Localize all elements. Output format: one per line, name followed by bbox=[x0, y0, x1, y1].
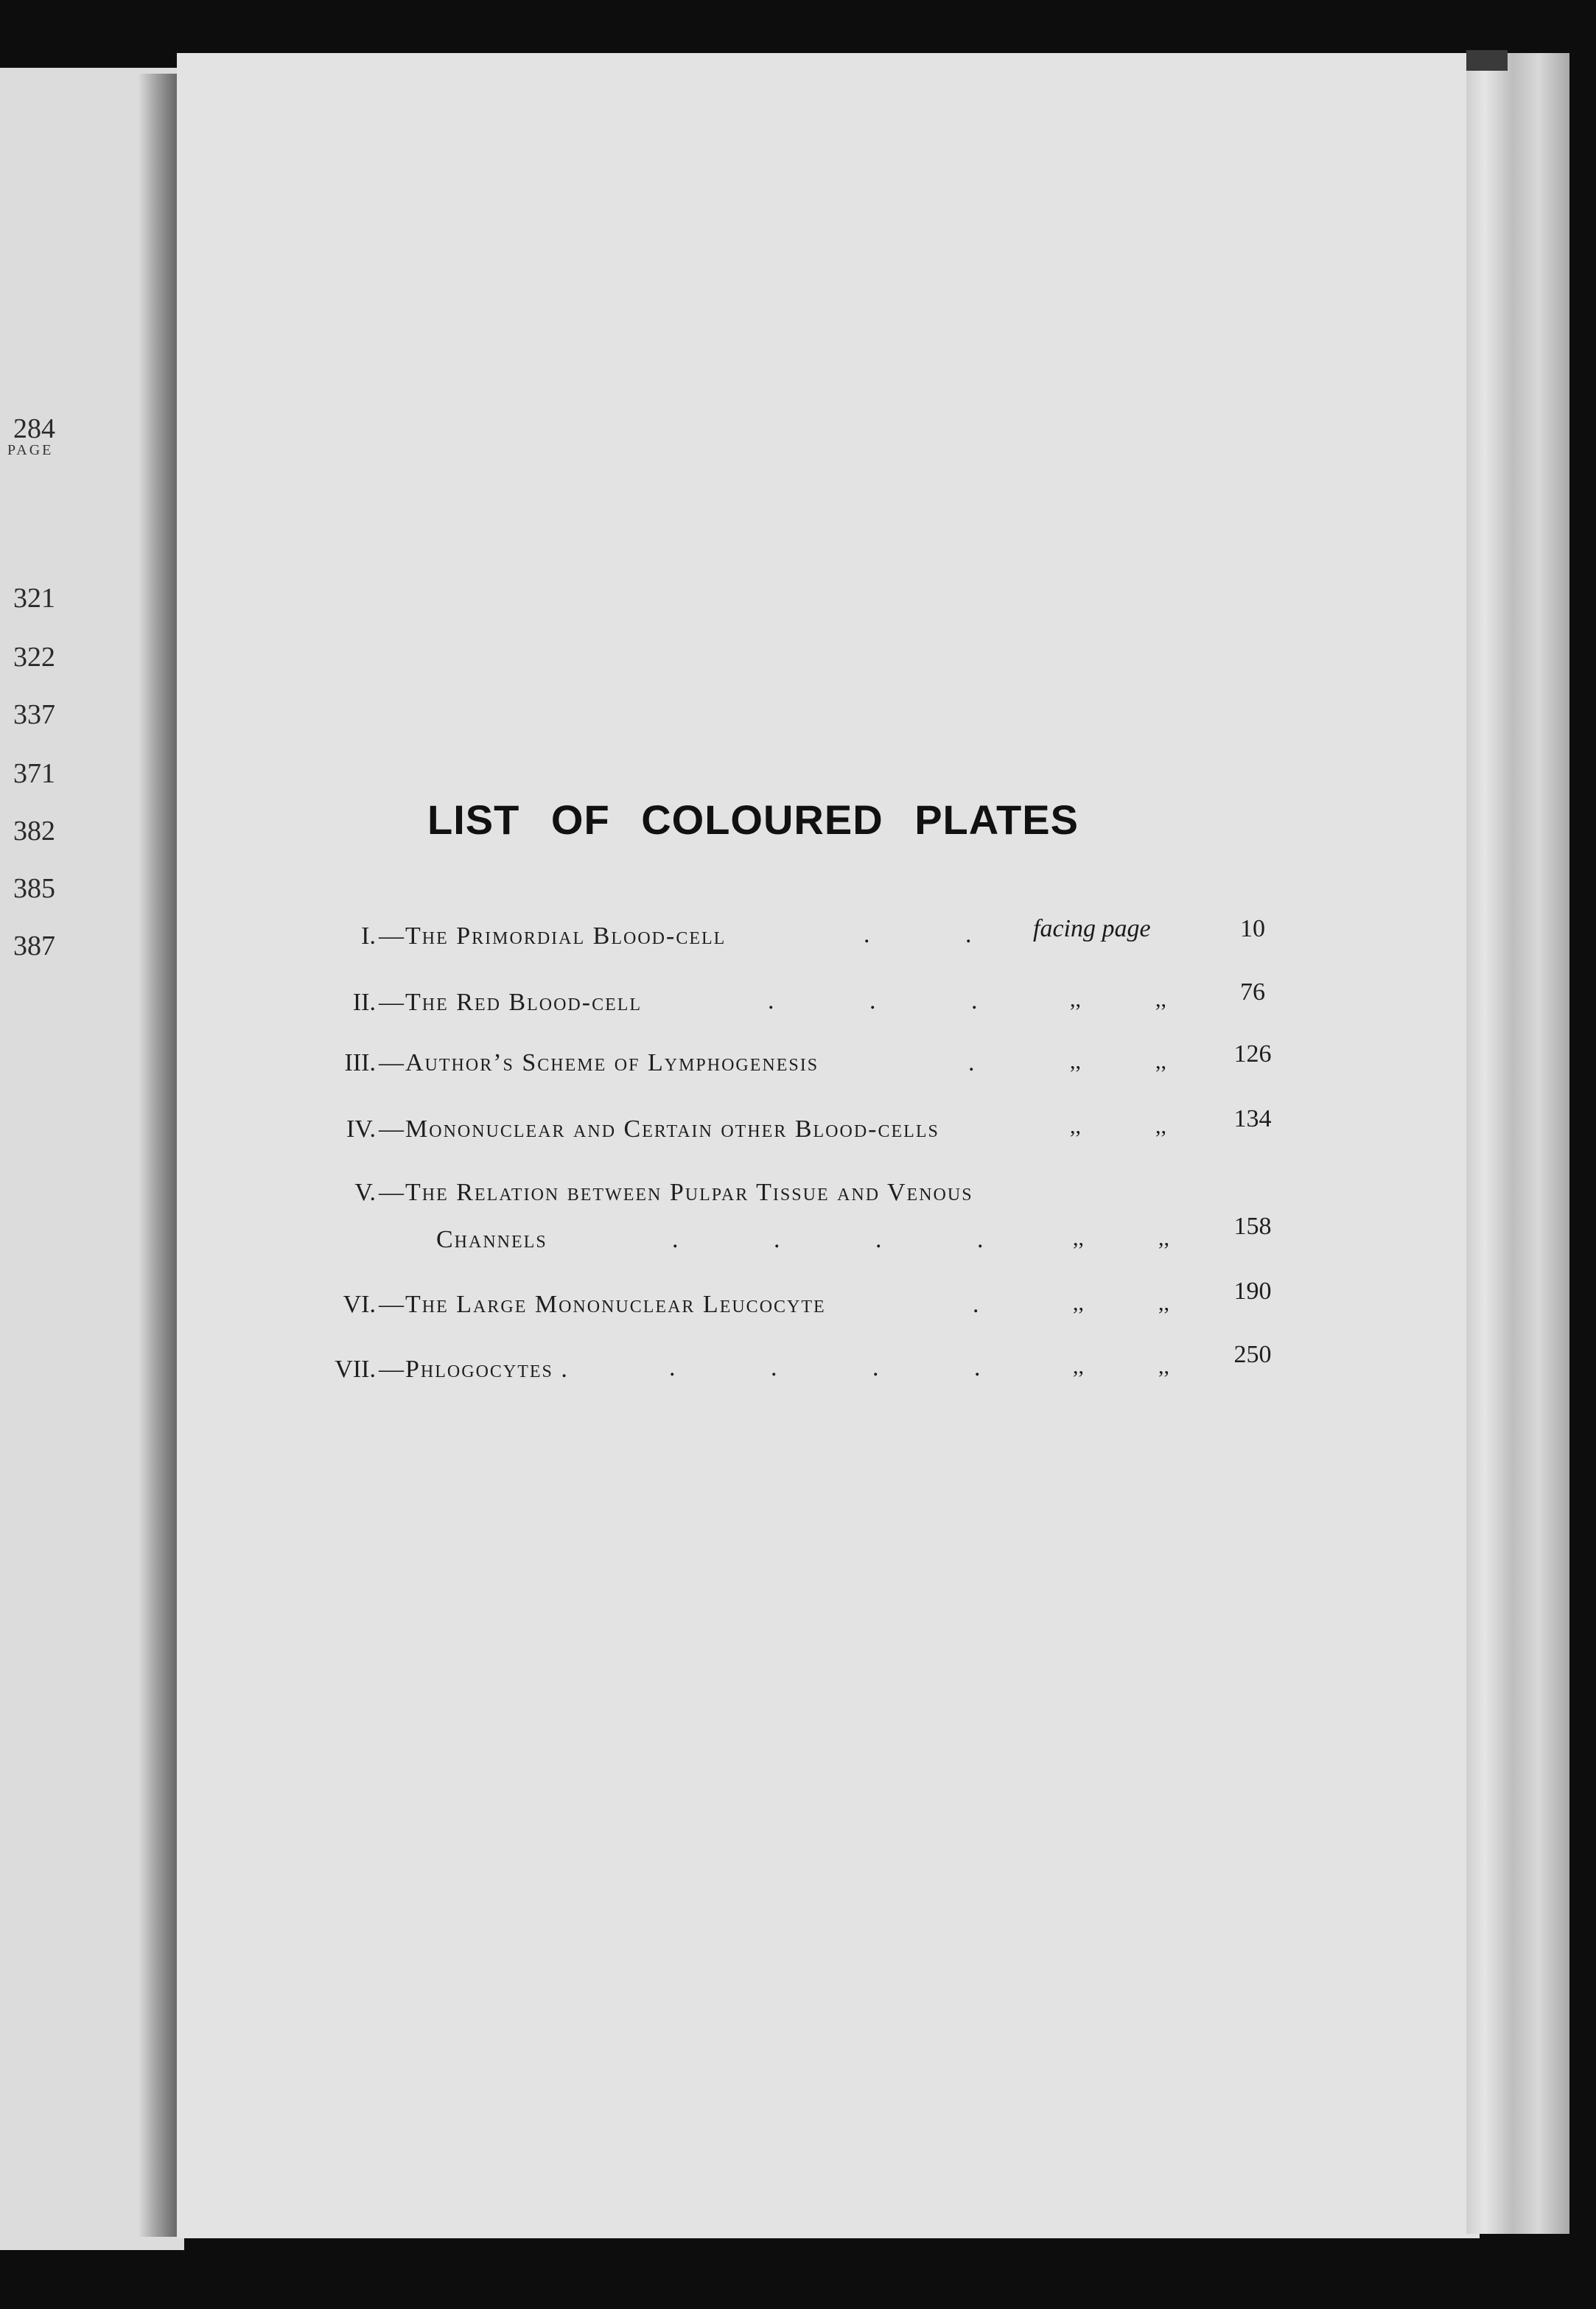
plate-page-number: 158 bbox=[1233, 1213, 1272, 1240]
leader-dot: . bbox=[973, 1291, 979, 1318]
leader-dot: . bbox=[965, 921, 972, 948]
leader-dot: . bbox=[971, 987, 978, 1015]
plate-title: —The Large Mononuclear Leucocyte bbox=[379, 1291, 826, 1318]
plate-title: —Author’s Scheme of Lymphogenesis bbox=[379, 1049, 819, 1076]
leader-dot: . bbox=[872, 1354, 879, 1381]
plate-page-number: 190 bbox=[1233, 1278, 1272, 1305]
leader-dot: . bbox=[672, 1226, 679, 1253]
ditto-mark: ,, bbox=[1073, 1354, 1084, 1378]
plate-numeral: VI. bbox=[343, 1291, 376, 1318]
plate-title: —Phlogocytes . bbox=[379, 1356, 569, 1383]
plate-title: —The Red Blood-cell bbox=[379, 989, 643, 1016]
plate-numeral: I. bbox=[361, 922, 376, 950]
ditto-mark: ,, bbox=[1073, 1291, 1084, 1315]
ditto-mark: ,, bbox=[1158, 1226, 1169, 1250]
plate-numeral: V. bbox=[354, 1179, 376, 1206]
plate-title: —Mononuclear and Certain other Blood-cells bbox=[379, 1115, 939, 1143]
left-page-number: 385 bbox=[13, 873, 55, 904]
leader-dot: . bbox=[974, 1354, 981, 1381]
ditto-mark: ,, bbox=[1070, 1049, 1081, 1073]
page-edge bbox=[1466, 53, 1569, 2234]
left-page-number: 337 bbox=[13, 699, 55, 730]
plate-page-number: 126 bbox=[1233, 1040, 1272, 1068]
left-page-number: 387 bbox=[13, 931, 55, 961]
plate-numeral: VII. bbox=[335, 1356, 376, 1383]
left-page-number: 371 bbox=[13, 758, 55, 789]
leader-dot: . bbox=[768, 987, 774, 1015]
ditto-mark: ,, bbox=[1158, 1291, 1169, 1315]
plate-page-number: 76 bbox=[1240, 978, 1265, 1006]
leader-dot: . bbox=[669, 1354, 676, 1381]
left-page-number: 321 bbox=[13, 583, 55, 614]
plate-title-continuation: Channels bbox=[436, 1226, 547, 1253]
plate-page-number: 10 bbox=[1240, 915, 1265, 942]
left-page-header: PAGE bbox=[7, 442, 54, 458]
left-page-number: 284 bbox=[13, 413, 55, 444]
right-page bbox=[177, 53, 1480, 2238]
ditto-mark: ,, bbox=[1155, 1049, 1166, 1073]
ditto-mark: ,, bbox=[1073, 1226, 1084, 1250]
plate-title: —The Primordial Blood-cell bbox=[379, 922, 727, 950]
ditto-mark: ,, bbox=[1158, 1354, 1169, 1378]
leader-dot: . bbox=[875, 1226, 882, 1253]
left-page-number: 382 bbox=[13, 816, 55, 847]
leader-dot: . bbox=[774, 1226, 780, 1253]
page-title: LIST OF COLOURED PLATES bbox=[427, 796, 1079, 843]
leader-dot: . bbox=[977, 1226, 984, 1253]
leader-dot: . bbox=[869, 987, 876, 1015]
page-corner bbox=[1466, 50, 1508, 71]
plate-numeral: II. bbox=[352, 989, 376, 1016]
facing-page-label: facing page bbox=[1033, 915, 1151, 942]
ditto-mark: ,, bbox=[1155, 987, 1166, 1012]
plate-numeral: IV. bbox=[346, 1115, 376, 1143]
plate-numeral: III. bbox=[344, 1049, 376, 1076]
ditto-mark: ,, bbox=[1070, 1114, 1081, 1138]
leader-dot: . bbox=[968, 1049, 975, 1076]
plate-page-number: 250 bbox=[1233, 1341, 1272, 1368]
leader-dot: . bbox=[771, 1354, 777, 1381]
ditto-mark: ,, bbox=[1070, 987, 1081, 1012]
leader-dot: . bbox=[864, 921, 870, 948]
plate-page-number: 134 bbox=[1233, 1105, 1272, 1132]
plate-title: —The Relation between Pulpar Tissue and Venous bbox=[379, 1179, 973, 1206]
left-page-number: 322 bbox=[13, 642, 55, 673]
ditto-mark: ,, bbox=[1155, 1114, 1166, 1138]
